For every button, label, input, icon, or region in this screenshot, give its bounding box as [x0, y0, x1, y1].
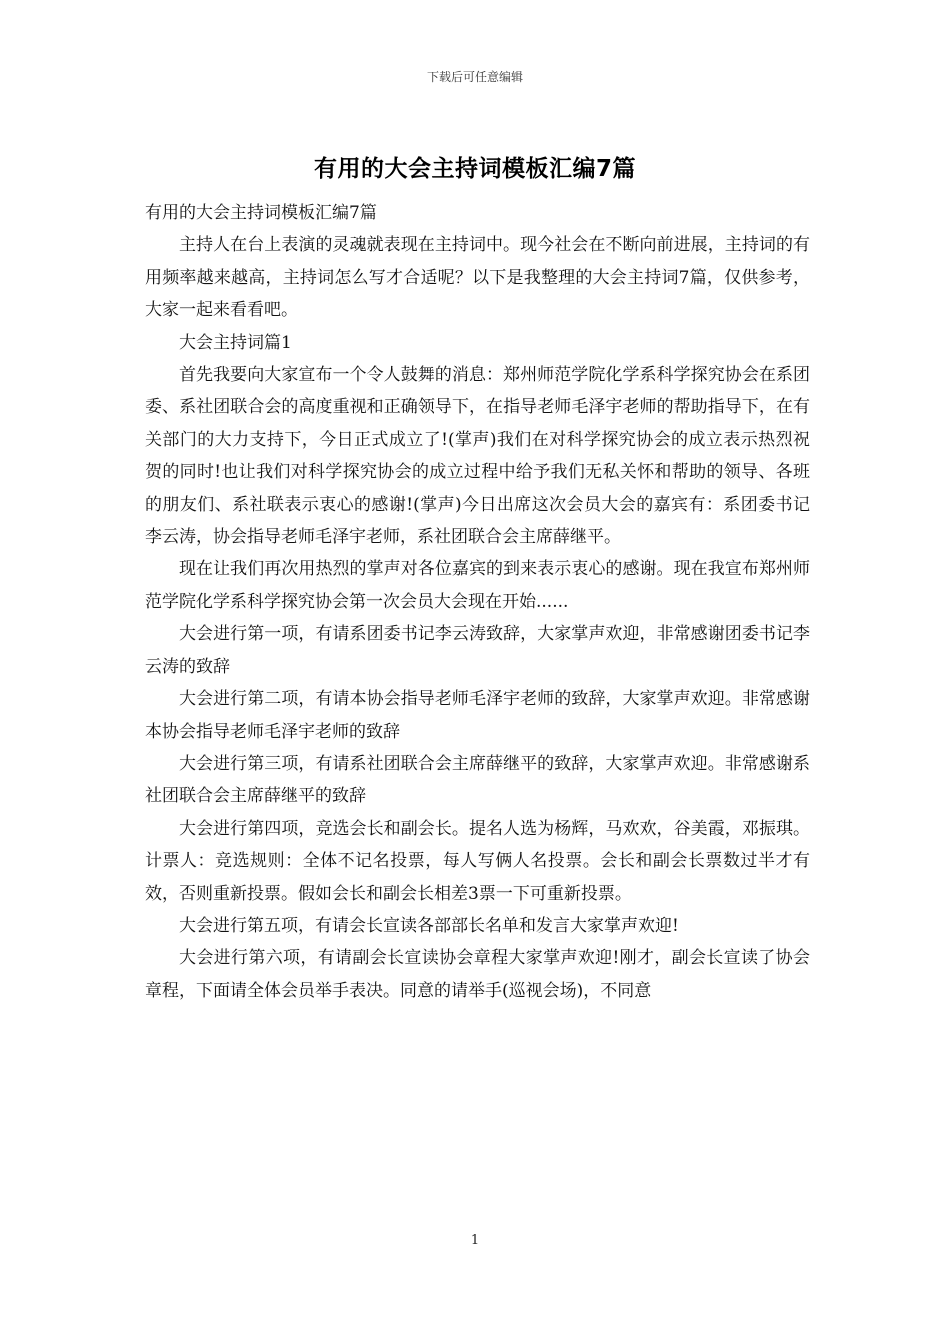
- paragraph: 大会进行第五项，有请会长宣读各部部长名单和发言大家掌声欢迎!: [179, 915, 679, 936]
- section-heading: 大会主持词篇1: [179, 332, 292, 353]
- document-title: 有用的大会主持词模板汇编7篇: [313, 156, 636, 182]
- paragraph: 大会进行第三项，有请系社团联合会主席薛继平的致辞，大家掌声欢迎。非常感谢系社团联合会主席薛继平的致辞: [145, 753, 810, 807]
- paragraph: 大会进行第一项，有请系团委书记李云涛致辞，大家掌声欢迎，非常感谢团委书记李云涛的致辞: [145, 624, 810, 677]
- paragraph: 大会进行第二项，有请本协会指导老师毛泽宇老师的致辞，大家掌声欢迎。非常感谢本协会指导老师毛泽宇老师的致辞: [145, 689, 810, 742]
- document-body: [145, 197, 810, 1007]
- page-number: 1: [470, 1233, 480, 1248]
- page-header: 下载后可任意编辑: [426, 70, 523, 84]
- paragraph: 大会进行第四项，竞选会长和副会长。提名人选为杨辉，马欢欢，谷美霞，邓振琪。计票人：竞选规则：全体不记名投票，每人写俩人名投票。会长和副会长票数过半才有效，否则重新投票。假如会长和副会长相差3票一下可重新投票。: [145, 818, 810, 904]
- paragraph: 大会进行第六项，有请副会长宣读协会章程大家掌声欢迎!刚才，副会长宣读了协会章程，下面请全体会员举手表决。同意的请举手(巡视会场)，不同意: [145, 948, 810, 1001]
- paragraph: 首先我要向大家宣布一个令人鼓舞的消息：郑州师范学院化学系科学探究协会在系团委、系社团联合会的高度重视和正确领导下，在指导老师毛泽宇老师的帮助指导下，在有关部门的大力支持下，今日正式成立了!(掌声)我们在对科学探究协会的成立表示热烈祝贺的同时!也让我们对科学探究协会的成立过程中给予我们无私关怀和帮助的领导、各班的朋友们、系社联表示衷心的感谢!(掌声)今日出席这次会员大会的嘉宾有：系团委书记李云涛，协会指导老师毛泽宇老师，系社团联合会主席薛继平。: [145, 365, 810, 548]
- paragraph: 有用的大会主持词模板汇编7篇: [145, 203, 377, 223]
- paragraph: 主持人在台上表演的灵魂就表现在主持词中。现今社会在不断向前进展，主持词的有用频率越来越高，主持词怎么写才合适呢？以下是我整理的大会主持词7篇，仅供参考，大家一起来看看吧。: [145, 235, 810, 321]
- paragraph: 现在让我们再次用热烈的掌声对各位嘉宾的到来表示衷心的感谢。现在我宣布郑州师范学院化学系科学探究协会第一次会员大会现在开始......: [145, 559, 810, 612]
